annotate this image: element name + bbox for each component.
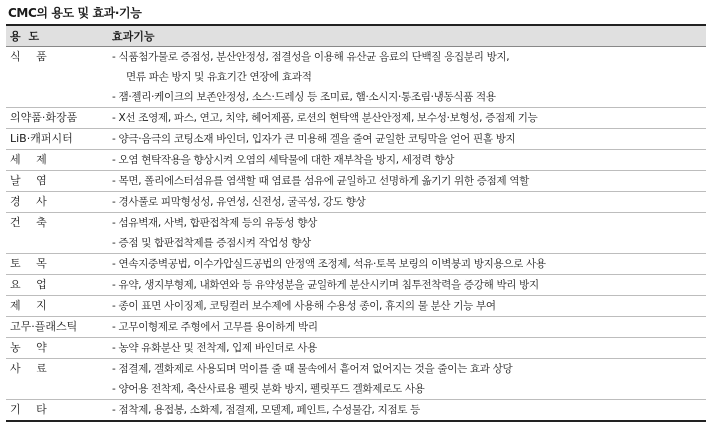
row-effects xyxy=(102,47,706,107)
row-effects xyxy=(102,275,706,295)
row-label: 세 제 xyxy=(10,153,53,166)
effect-line: - 농약 유화분산 및 전착제, 입제 바인더로 사용 xyxy=(112,342,317,354)
effect-line: - 점결제, 겔화제로 사용되며 먹이를 줄 때 물속에서 흩어져 없어지는 것을 줄이는 효과 상당 xyxy=(112,363,513,375)
effect-line: - 고무이형제로 주형에서 고무를 용이하게 박리 xyxy=(112,321,318,333)
row-label: LiB·캐퍼시터 xyxy=(10,132,73,145)
effect-line: 면류 파손 방지 및 유효기간 연장에 효과적 xyxy=(126,71,312,83)
effect-line: - 연속지중벽공법, 이수가압실드공법의 안정액 조정제, 석유·토목 보링의 이벽붕괴 방지용으로 사용 xyxy=(112,258,546,270)
usage-table xyxy=(6,24,706,422)
effect-line: - 양극·음극의 코팅소재 바인더, 입자가 큰 미용해 겔을 줄여 균일한 코팅막을 얻어 핀홀 방지 xyxy=(112,133,516,145)
effect-line: - 잼·젤리·케이크의 보존안정성, 소스·드레싱 등 조미료, 햄·소시지·통조림·냉동식품 적용 xyxy=(112,91,496,103)
effect-line: - 경사풀로 피막형성성, 유연성, 신전성, 굴곡성, 강도 향상 xyxy=(112,196,366,208)
row-label: 건 축 xyxy=(10,216,53,229)
effect-line: - 목면, 폴리에스터섬유를 염색할 때 염료를 섬유에 균일하고 선명하게 옮기기 위한 증점제 역할 xyxy=(112,175,530,187)
row-label: 고무·플래스틱 xyxy=(10,320,78,333)
row-effects xyxy=(102,171,706,191)
effect-line: - 식품첨가물로 증점성, 분산안정성, 점결성을 이용해 유산균 음료의 단백질 응집분리 방지, xyxy=(112,51,510,63)
row-label: 기 타 xyxy=(10,403,53,416)
row-effects xyxy=(102,192,706,212)
table-header xyxy=(6,26,706,47)
table-row xyxy=(6,399,706,420)
table-row xyxy=(6,170,706,191)
row-effects xyxy=(102,296,706,316)
row-effects xyxy=(102,150,706,170)
row-effects xyxy=(102,108,706,128)
table-row xyxy=(6,295,706,316)
row-effects xyxy=(102,317,706,337)
row-label: 요 업 xyxy=(10,278,53,291)
row-label: 식 품 xyxy=(10,50,53,63)
row-label: 농 약 xyxy=(10,341,53,354)
row-effects xyxy=(102,254,706,274)
table-row xyxy=(6,316,706,337)
table-row xyxy=(6,253,706,274)
effect-line: - 증점 및 합판접착제를 증점시켜 작업성 향상 xyxy=(112,237,311,249)
effect-line: - 유약, 생지부형제, 내화연와 등 유약성분을 균일하게 분산시키며 침투전착력을 증강해 박리 방지 xyxy=(112,279,539,291)
effect-line: - 섬유벽재, 사벽, 합판접착제 등의 유동성 향상 xyxy=(112,217,317,229)
row-effects xyxy=(102,129,706,149)
row-effects xyxy=(102,400,706,420)
header-usage: 용 도 xyxy=(10,30,42,43)
effect-line: - 양어용 전착제, 축산사료용 펠릿 분화 방지, 펠릿푸드 겔화제로도 사용 xyxy=(112,383,425,395)
header-effect: 효과기능 xyxy=(112,30,155,43)
table-row xyxy=(6,149,706,170)
row-label: 의약품·화장품 xyxy=(10,111,78,124)
table-row xyxy=(6,337,706,358)
row-effects xyxy=(102,338,706,358)
table-row xyxy=(6,191,706,212)
row-label: 제 지 xyxy=(10,299,53,312)
table-row xyxy=(6,47,706,107)
row-effects xyxy=(102,359,706,399)
table-row xyxy=(6,358,706,399)
row-label: 사 료 xyxy=(10,362,53,375)
effect-line: - 점착제, 용접봉, 소화제, 점결제, 모델제, 페인트, 수성물감, 지점토 등 xyxy=(112,404,421,416)
row-label: 토 목 xyxy=(10,257,53,270)
row-label: 경 사 xyxy=(10,195,53,208)
table-row xyxy=(6,128,706,149)
effect-line: - 종이 표면 사이징제, 코팅컬러 보수제에 사용해 수용성 종이, 휴지의 물 분산 기능 부여 xyxy=(112,300,496,312)
row-effects xyxy=(102,213,706,253)
table-row xyxy=(6,107,706,128)
row-label: 날 염 xyxy=(10,174,53,187)
table-body xyxy=(6,47,706,420)
effect-line: - X선 조영제, 파스, 연고, 치약, 헤어제품, 로션의 현탁액 분산안정제, 보수성·보형성, 증점제 기능 xyxy=(112,112,538,124)
table-title: CMC의 용도 및 효과·기능 xyxy=(8,6,142,20)
table-row xyxy=(6,274,706,295)
table-row xyxy=(6,212,706,253)
effect-line: - 오염 현탁작용을 향상시켜 오염의 세탁물에 대한 재부착을 방지, 세정력 향상 xyxy=(112,154,455,166)
